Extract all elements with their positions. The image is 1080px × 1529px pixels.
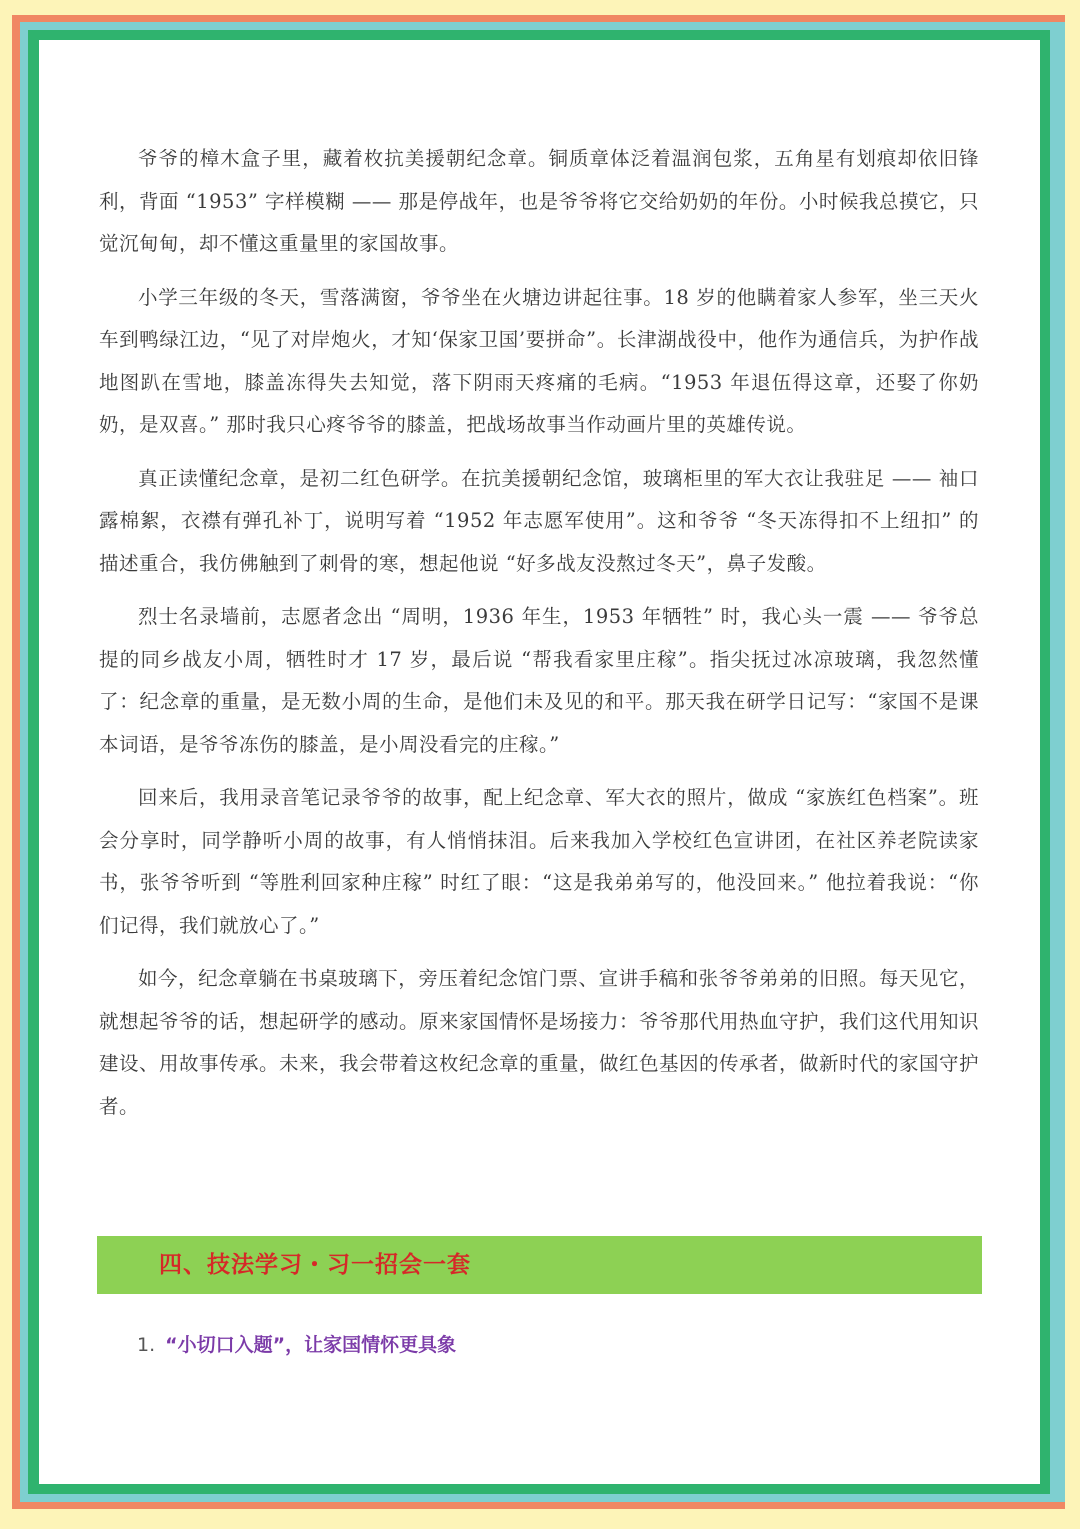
paragraph-4: 烈士名录墙前，志愿者念出 “周明，1936 年生，1953 年牺牲” 时，我心头一震 —— 爷爷总提的同乡战友小周，牺牲时才 17 岁，最后说 “帮我看家里庄稼”。指尖抚过冰凉玻璃，我忽然懂了：纪念章的重量，是无数小周的生命，是他们未及见的和平。那天我在研学日记写：“家国不是课本词语，是爷爷冻伤的膝盖，是小周没看完的庄稼。” [99, 605, 979, 756]
subheading-number: 1. [137, 1334, 156, 1356]
paragraph-5: 回来后，我用录音笔记录爷爷的故事，配上纪念章、军大衣的照片，做成 “家族红色档案”。班会分享时，同学静听小周的故事，有人悄悄抹泪。后来我加入学校红色宣讲团，在社区养老院读家书，张爷爷听到 “等胜利回家种庄稼” 时红了眼：“这是我弟弟写的，他没回来。” 他拉着我说：“你们记得，我们就放心了。” [99, 786, 979, 937]
document-page [39, 40, 1040, 1484]
paragraph-6: 如今，纪念章躺在书桌玻璃下，旁压着纪念馆门票、宣讲手稿和张爷爷弟弟的旧照。每天见它，就想起爷爷的话，想起研学的感动。原来家国情怀是场接力：爷爷那代用热血守护，我们这代用知识建设、用故事传承。未来，我会带着这枚纪念章的重量，做红色基因的传承者，做新时代的家国守护者。 [99, 967, 980, 1118]
paragraph-2: 小学三年级的冬天，雪落满窗，爷爷坐在火塘边讲起往事。18 岁的他瞒着家人参军，坐三天火车到鸭绿江边，“见了对岸炮火，才知‘保家卫国’要拼命”。长津湖战役中，他作为通信兵，为护作战地图趴在雪地，膝盖冻得失去知觉，落下阴雨天疼痛的毛病。“1953 年退伍得这章，还娶了你奶奶，是双喜。” 那时我只心疼爷爷的膝盖，把战场故事当作动画片里的英雄传说。 [99, 285, 979, 436]
article-body [99, 138, 979, 1139]
paragraph-3: 真正读懂纪念章，是初二红色研学。在抗美援朝纪念馆，玻璃柜里的军大衣让我驻足 —— 袖口露棉絮，衣襟有弹孔补丁，说明写着 “1952 年志愿军使用”。这和爷爷 “冬天冻得扣不上纽扣” 的描述重合，我仿佛触到了刺骨的寒，想起他说 “好多战友没熬过冬天”，鼻子发酸。 [99, 466, 979, 575]
subheading-text: “小切口入题”，让家国情怀更具象 [165, 1334, 457, 1356]
paragraph-1: 爷爷的樟木盒子里，藏着枚抗美援朝纪念章。铜质章体泛着温润包浆，五角星有划痕却依旧锋利，背面 “1953” 字样模糊 —— 那是停战年，也是爷爷将它交给奶奶的年份。小时候我总摸它，只觉沉甸甸，却不懂这重量里的家国故事。 [99, 147, 979, 255]
subheading [137, 1330, 456, 1360]
section-title: 四、技法学习・习一招会一套 [159, 1252, 471, 1278]
section-header-bar [97, 1236, 982, 1294]
